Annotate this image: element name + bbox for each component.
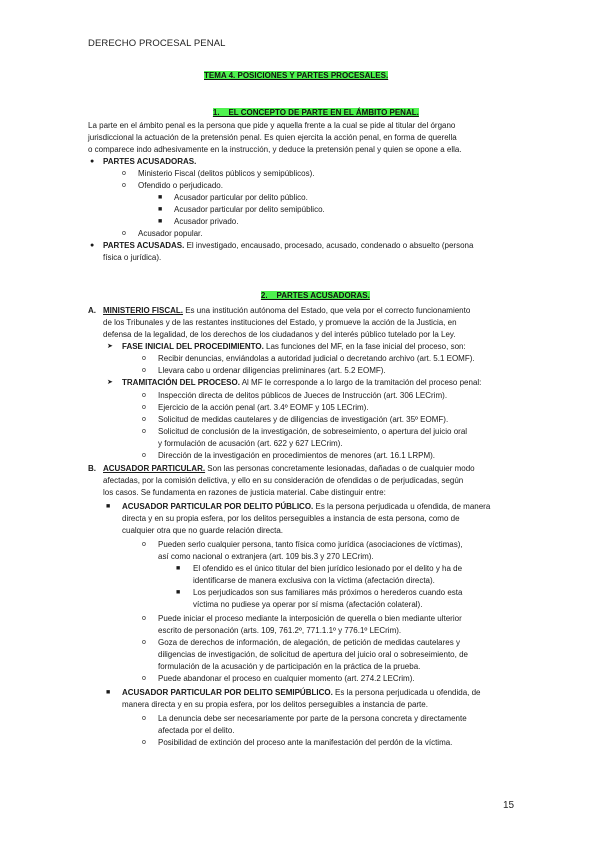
ministerio-item: Ministerio Fiscal (delitos públicos y semipúblicos).: [138, 169, 315, 178]
semi-line-1: [122, 688, 481, 699]
sub-item-3: Acusador privado.: [174, 217, 239, 226]
circle-bullet-icon: o: [122, 230, 126, 237]
pub-sub-2: Los perjudicados son sus familiares más próximos o herederos cuando esta: [193, 588, 463, 597]
circle-bullet-icon: o: [142, 404, 146, 411]
intro-line-3: o comparece indo adhesivamente en la instrucción, y deduce la pretensión penal y quien se opone a ella.: [88, 145, 462, 154]
pub-line-3: cualquier otra que no guarde relación directa.: [122, 526, 283, 535]
pub-item-3-cont-1: diligencias de investigación, de solicitud de apertura del juicio oral o sobreseimiento, de: [158, 650, 468, 659]
popular-item: Acusador popular.: [138, 229, 203, 238]
pub-item-3-cont-2: formulación de la acusación y de participación en la práctica de la prueba.: [158, 662, 421, 671]
semi-line-1-text: Es la persona perjudicada u ofendida, de: [332, 688, 481, 697]
pub-item-4: Puede abandonar el proceso en cualquier momento (art. 274.2 LECrim).: [158, 674, 415, 683]
pub-item-2: Puede iniciar el proceso mediante la interposición de querella o bien mediante ulterior: [158, 614, 462, 623]
a-line-2: de los Tribunales y de las restantes instituciones del Estado, y promueve la acción de la Justicia, en: [103, 318, 457, 327]
b-line-1-text: Son las personas concretamente lesionadas, dañadas o de cualquier modo: [205, 464, 475, 473]
bullet-dot-icon: ●: [90, 242, 95, 249]
circle-bullet-icon: o: [142, 715, 146, 722]
tram-line: [122, 378, 481, 389]
circle-bullet-icon: o: [142, 392, 146, 399]
square-bullet-icon: ■: [158, 194, 163, 201]
intro-line-2: jurisdiccional la actuación de la pretensión penal. Es quien ejercita la acción penal, en forma de querella: [88, 133, 457, 142]
b-title: ACUSADOR PARTICULAR.: [103, 464, 206, 473]
fase-item-2: Llevara cabo u ordenar diligencias preliminares (art. 5.2 EOMF).: [158, 366, 386, 375]
tram-item-5: Dirección de la investigación en procedimientos de menores (art. 16.1 LRPM).: [158, 451, 436, 460]
square-bullet-icon: ■: [106, 689, 111, 696]
pub-item-2-cont: escrito de personación (arts. 109, 761.2º, 771.1.1º y 776.1º LECrim).: [158, 626, 402, 635]
circle-bullet-icon: o: [142, 639, 146, 646]
pub-sub-1: El ofendido es el único titular del bien jurídico lesionado por el delito y ha de: [193, 564, 463, 573]
tram-item-3: Solicitud de medidas cautelares y de diligencias de investigación (art. 35º EOMF).: [158, 415, 449, 424]
pub-item-1-cont: así como nacional o extranjera (art. 109 bis.3 y 270 LECrim).: [158, 552, 374, 561]
pub-sub-2-cont: víctima no pudiese ya operar por sí misma (afectación colateral).: [193, 600, 423, 609]
pub-item-3: Goza de derechos de información, de alegación, de petición de medidas cautelares y: [158, 638, 460, 647]
pub-item-1: Pueden serlo cualquier persona, tanto física como jurídica (asociaciones de víctimas),: [158, 540, 463, 549]
chapter-title-text: TEMA 4. POSICIONES Y PARTES PROCESALES.: [204, 71, 389, 80]
circle-bullet-icon: o: [142, 416, 146, 423]
circle-bullet-icon: o: [122, 170, 126, 177]
letter-b: B.: [88, 464, 96, 473]
semi-item-2: Posibilidad de extinción del proceso ante la manifestación del perdón de la víctima.: [158, 738, 453, 747]
semi-line-2: manera directa y en su propia esfera, por los delitos perseguibles a instancia de parte.: [122, 700, 428, 709]
sub-item-1: Acusador particular por delito público.: [174, 193, 308, 202]
square-bullet-icon: ■: [158, 218, 163, 225]
tram-text: Al MF le corresponde a lo largo de la tramitación del proceso penal:: [239, 378, 482, 387]
circle-bullet-icon: o: [142, 675, 146, 682]
ofendido-item: Ofendido o perjudicado.: [138, 181, 223, 190]
b-line-1: [103, 464, 475, 475]
a-line-3: defensa de la legalidad, de los derechos de los ciudadanos y del interés público tutelado por la Ley.: [103, 330, 456, 339]
fase-title: FASE INICIAL DEL PROCEDIMIENTO.: [122, 342, 264, 351]
b-line-3: los casos. Se fundamenta en razones de justicia material. Cabe distinguir entre:: [103, 488, 386, 497]
pub-title: ACUSADOR PARTICULAR POR DELITO PÚBLICO.: [122, 502, 314, 511]
semi-item-1-cont: afectada por el delito.: [158, 726, 235, 735]
circle-bullet-icon: o: [142, 452, 146, 459]
arrow-bullet-icon: ➤: [107, 379, 113, 386]
page-number: 15: [503, 800, 515, 811]
pub-sub-1-cont: identificarse de manera exclusiva con la víctima (afectación directa).: [193, 576, 435, 585]
square-bullet-icon: ■: [176, 565, 181, 572]
circle-bullet-icon: o: [122, 182, 126, 189]
acusadas-text-2: física o jurídica).: [103, 253, 162, 262]
semi-title: ACUSADOR PARTICULAR POR DELITO SEMIPÚBLICO.: [122, 688, 333, 697]
circle-bullet-icon: o: [142, 541, 146, 548]
section-2-text: 2. PARTES ACUSADORAS.: [260, 290, 370, 300]
tram-title: TRAMITACIÓN DEL PROCESO.: [122, 378, 240, 387]
letter-a: A.: [88, 306, 96, 315]
fase-line: [122, 342, 466, 353]
pub-line-1-text: Es la persona perjudicada u ofendida, de manera: [313, 502, 491, 511]
acusadas-text: El investigado, encausado, procesado, acusado, condenado o absuelto (persona: [184, 241, 474, 250]
circle-bullet-icon: o: [142, 615, 146, 622]
tram-item-4-cont: y formulación de acusación (art. 622 y 627 LECrim).: [158, 439, 343, 448]
a-title: MINISTERIO FISCAL.: [103, 306, 183, 315]
tram-item-4: Solicitud de conclusión de la investigación, de sobreseimiento, o apertura del juicio oral: [158, 427, 468, 436]
tram-item-2: Ejercicio de la acción penal (art. 3.4º EOMF y 105 LECrim).: [158, 403, 369, 412]
acusadoras-title: PARTES ACUSADORAS.: [103, 157, 197, 166]
circle-bullet-icon: o: [142, 355, 146, 362]
fase-item-1: Recibir denuncias, enviándolas a autoridad judicial o decretando archivo (art. 5.1 EOMF).: [158, 354, 475, 363]
circle-bullet-icon: o: [142, 428, 146, 435]
chapter-title: [204, 71, 388, 82]
square-bullet-icon: ■: [106, 503, 111, 510]
b-line-2: afectadas, por la comisión delictiva, y ello en su consideración de ofendidas o de perjudicadas, según: [103, 476, 464, 485]
semi-item-1: La denuncia debe ser necesariamente por parte de la persona concreta y directamente: [158, 714, 467, 723]
tram-item-1: Inspección directa de delitos públicos de Jueces de Instrucción (art. 306 LECrim).: [158, 391, 448, 400]
circle-bullet-icon: o: [142, 367, 146, 374]
intro-line-1: La parte en el ámbito penal es la persona que pide y aquella frente a la cual se pide al titular del órgano: [88, 121, 456, 130]
acusadas-title: PARTES ACUSADAS.: [103, 241, 185, 250]
a-line-1: [103, 306, 470, 317]
sub-item-2: Acusador particular por delito semipúblico.: [174, 205, 325, 214]
square-bullet-icon: ■: [158, 206, 163, 213]
circle-bullet-icon: o: [142, 739, 146, 746]
fase-text: Las funciones del MF, en la fase inicial del proceso, son:: [263, 342, 466, 351]
section-1-text: 1. EL CONCEPTO DE PARTE EN EL ÁMBITO PENAL.: [212, 107, 419, 117]
bullet-dot-icon: ●: [90, 158, 95, 165]
square-bullet-icon: ■: [176, 589, 181, 596]
running-header: DERECHO PROCESAL PENAL: [88, 38, 226, 49]
arrow-bullet-icon: ➤: [107, 343, 113, 350]
pub-line-1: [122, 502, 490, 513]
pub-line-2: directa y en su propia esfera, por los delitos perseguibles a instancia de esta persona, como de: [122, 514, 460, 523]
a-line-1-text: Es una institución autónoma del Estado, que vela por el correcto funcionamiento: [183, 306, 471, 315]
acusadas-line: [103, 241, 473, 252]
